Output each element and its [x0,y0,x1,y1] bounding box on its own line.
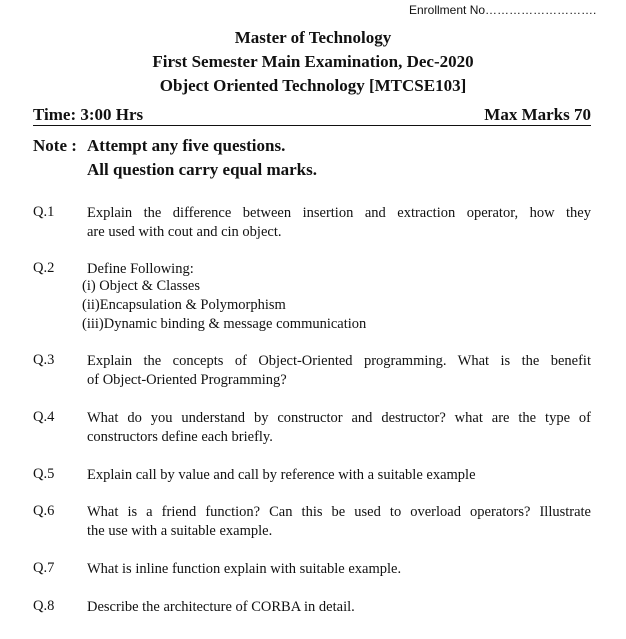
question-subitem: (i) Object & Classes [82,278,200,294]
max-marks: Max Marks 70 [484,105,591,124]
note-instruction-1: Attempt any five questions. [87,136,286,155]
question-text [87,204,591,242]
question-text [87,503,591,541]
time-allowed: Time: 3:00 Hrs [33,105,144,124]
enrollment-number-label: Enrollment No………………………. [409,3,597,17]
question-text-line: of Object-Oriented Programming? [87,372,287,388]
question-text: Explain call by value and call by reference with a suitable example [87,467,476,483]
question-subitem: (iii)Dynamic binding & message communication [82,316,367,332]
question-text [87,352,591,390]
question-number: Q.2 [33,260,55,276]
question-number: Q.4 [33,409,55,425]
course-title: Object Oriented Technology [MTCSE103] [159,76,467,95]
question-text-line: Explain the difference between insertion and extraction operator, how they [87,205,591,221]
question-text-line: are used with cout and cin object. [87,224,282,240]
question-text-line: the use with a suitable example. [87,523,273,539]
question-number: Q.1 [33,204,55,220]
question-text-line: Explain the concepts of Object-Oriented programming. What is the benefit [87,353,591,369]
program-title: Master of Technology [234,28,392,47]
question-number: Q.7 [33,560,55,576]
question-text: Define Following: [87,261,194,277]
question-number: Q.5 [33,466,55,482]
note-label: Note : [33,136,77,155]
question-subitem: (ii)Encapsulation & Polymorphism [82,297,286,313]
question-number: Q.3 [33,352,55,368]
question-number: Q.6 [33,503,55,519]
question-number: Q.8 [33,598,55,614]
exam-title: First Semester Main Examination, Dec-2020 [152,52,474,71]
exam-meta-row [33,106,591,126]
question-text-line: constructors define each briefly. [87,429,273,445]
question-text: What is inline function explain with suitable example. [87,561,402,577]
question-text [87,409,591,447]
question-text-line: What do you understand by constructor and destructor? what are the type of [87,410,591,426]
question-text-line: What is a friend function? Can this be used to overload operators? Illustrate [87,504,591,520]
question-text: Describe the architecture of CORBA in detail. [87,599,355,615]
note-instruction-2: All question carry equal marks. [87,160,317,179]
